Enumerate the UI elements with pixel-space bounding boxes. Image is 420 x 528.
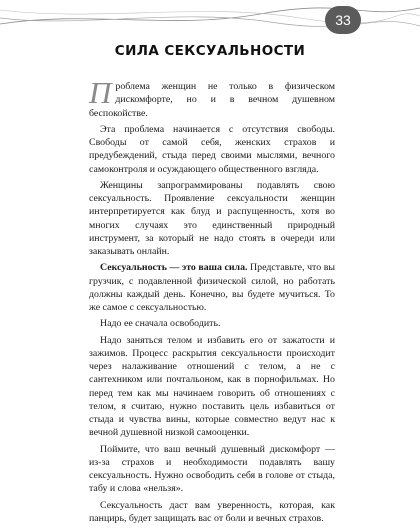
paragraph [89,123,335,176]
paragraph [89,75,335,120]
paragraph [89,179,335,259]
drop-cap-letter: П [89,75,112,110]
paragraph [89,334,335,440]
paragraph-text: Сексуальность даст вам уверенность, которая, как панцирь, будет защищать вас от боли и вечных страхов. [89,499,335,524]
paragraph [89,499,335,526]
paragraph-text: Надо ее сначала освободить. [100,318,221,330]
paragraph-text: Надо заняться телом и избавить его от зажатости и зажимов. Процесс раскрытия сексуальности происходит через налаживание отношений с телом, а не с сантехником или почтальоном, как в порнофильмах. Но перед тем как мы начинаем говорить об отношениях с телом, я считаю, нужно поставить цель избавиться от стыда и чувства вины, которые совместно ведут нас к вечной душевной низкой самооценки. [89,334,335,439]
paragraph [89,261,335,314]
bold-lead-text: Сексуальность — это ваша сила. [100,262,248,274]
paragraph-text: Поймите, что ваш вечный душевный дискомфорт — из-за страхов и необходимости подавлять вашу сексуальность. Нужно освободить себя в голове от стыда, табу и слова «нельзя». [89,443,335,495]
paragraph-text: Эта проблема начинается с отсутствия свободы. Свободы от самой себя, женских страхов и предубеждений, стыда перед своими мыслями, вечного самоконтроля и осуждающего общественного взгляда. [89,123,335,175]
body-text [89,75,335,528]
paragraph [89,443,335,496]
paragraph [89,317,335,330]
chapter-title: СИЛА СЕКСУАЛЬНОСТИ [114,43,306,59]
paragraph-text: роблема женщин не только в физическом дискомфорте, но и в вечном душевном беспокойстве. [89,81,335,119]
paragraph-text: Представьте, что вы грузчик, с подавленной физической силой, но работать должны каждый день. Конечно, вы будете мучиться. То же самое с сексуальностью. [89,262,335,313]
paragraph-text: Женщины запрограммированы подавлять свою сексуальность. Проявление сексуальности женщин интерпретируется как блуд и распущенность, хотя во многих случаях это единственный природный инструмент, за который не надо стоять в очереди или заказывать онлайн. [89,179,335,257]
page-number-badge: 33 [325,6,361,34]
